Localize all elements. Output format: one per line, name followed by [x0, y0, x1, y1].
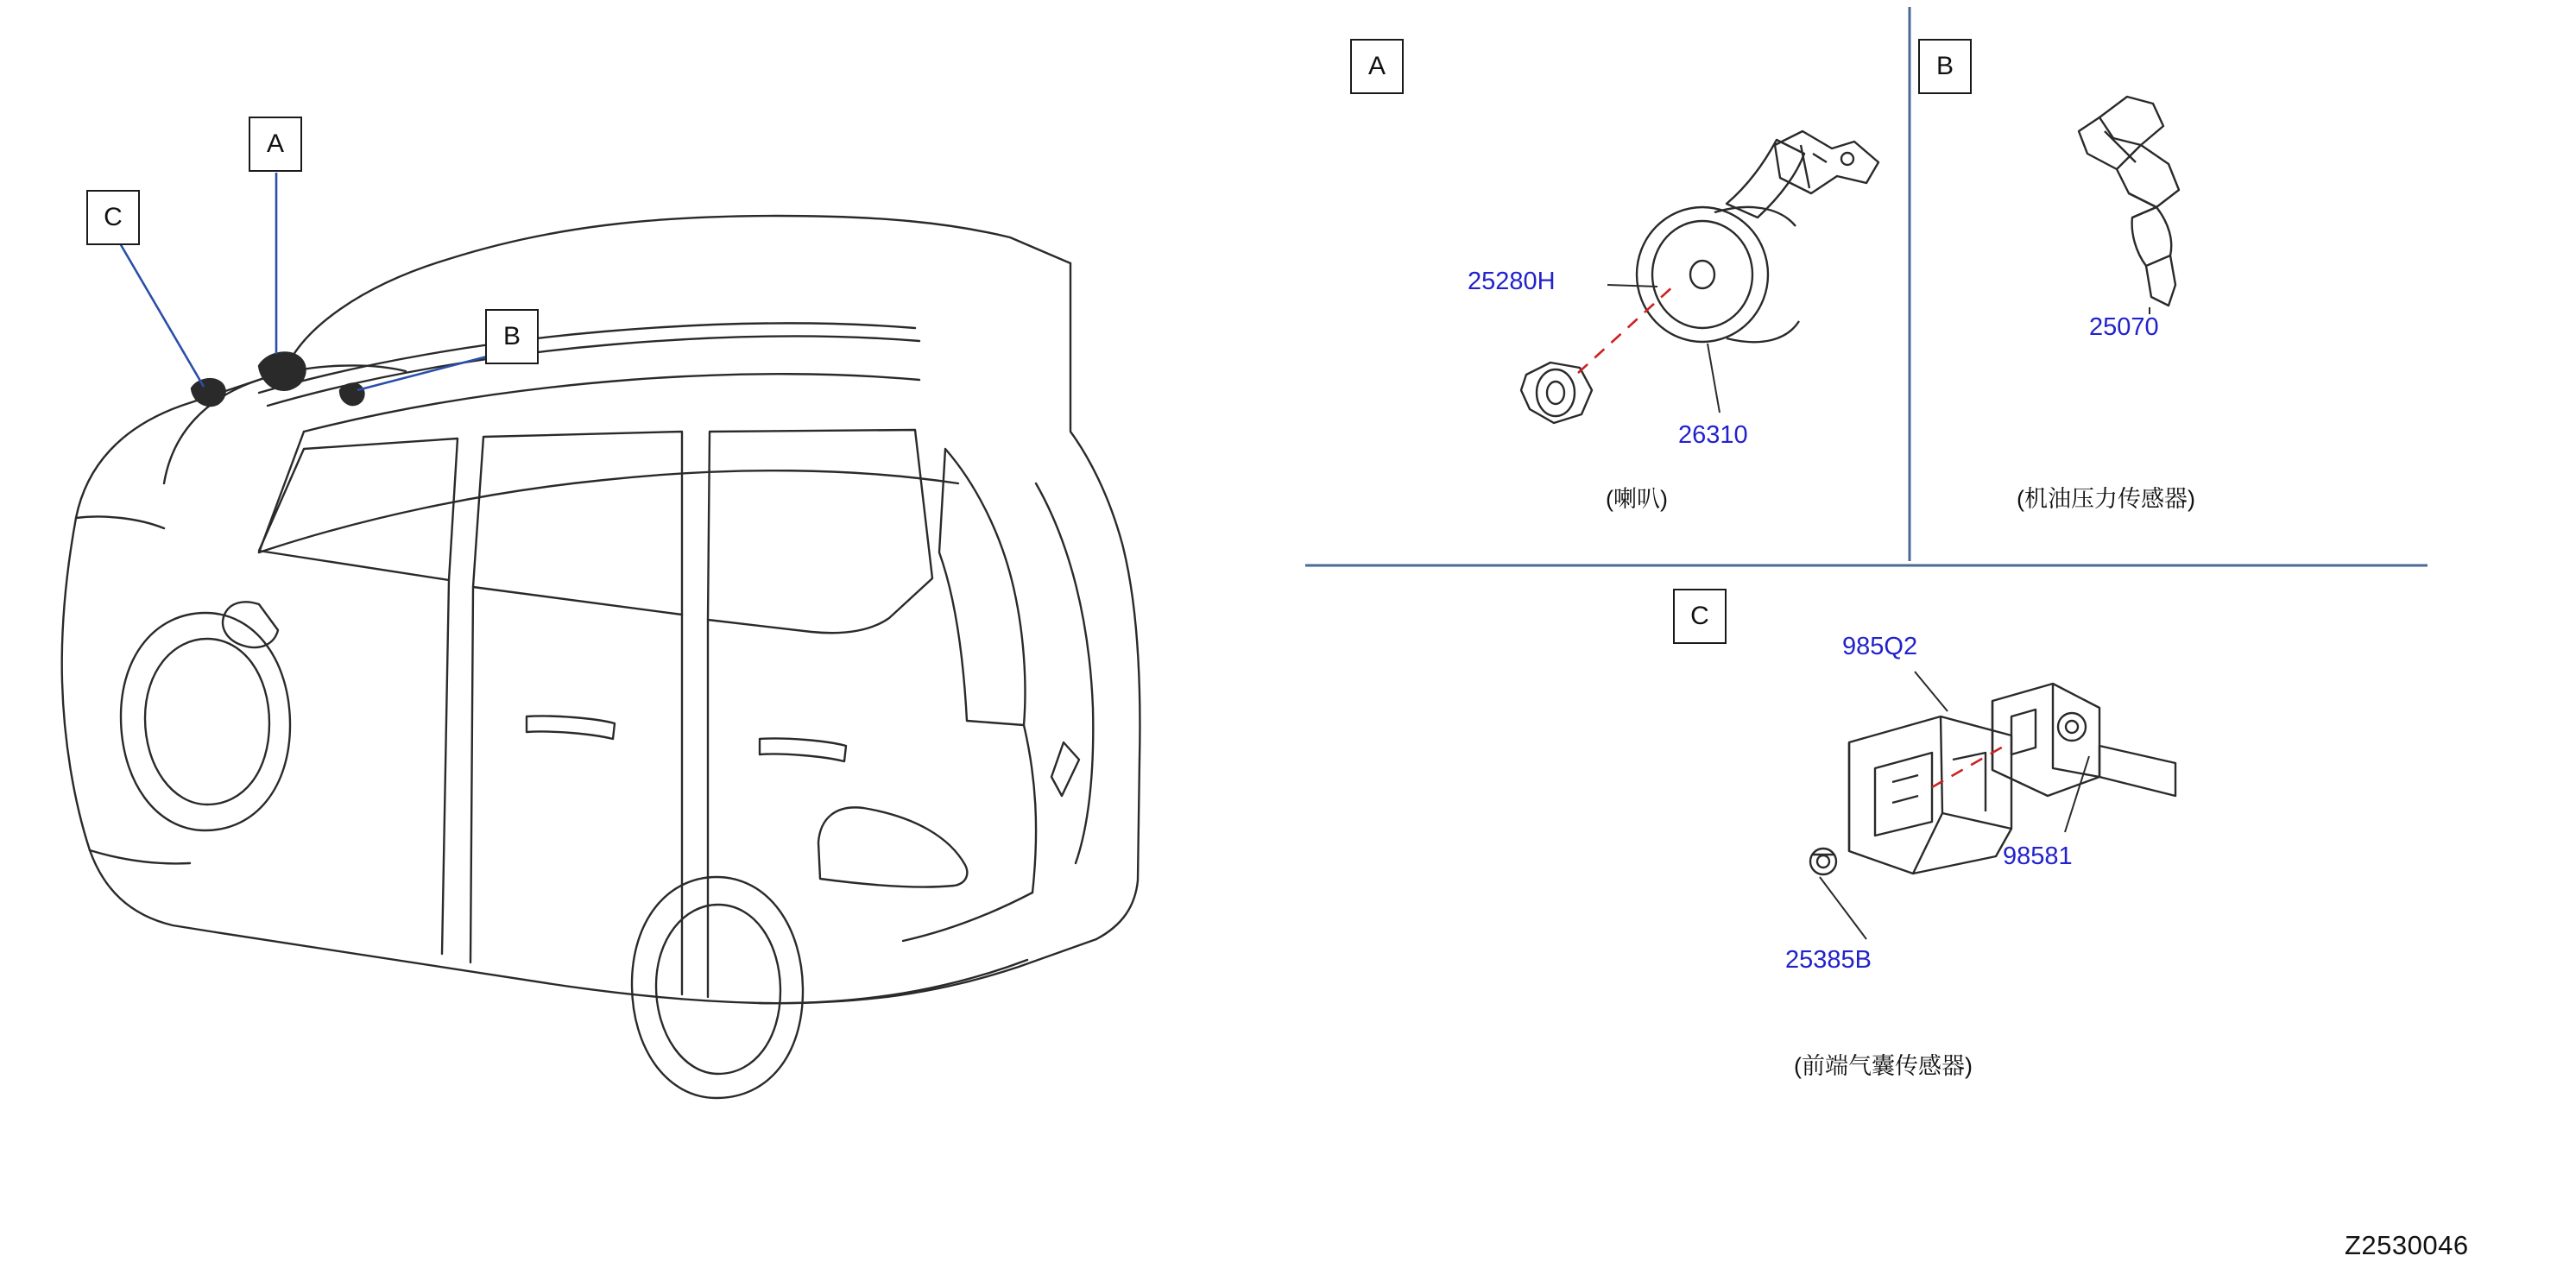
assembly-line-horn — [1578, 285, 1675, 373]
diagram-code: Z2530046 — [2345, 1230, 2469, 1260]
detail-c-part-leaders — [1820, 672, 2089, 939]
part-number-98581[interactable]: 98581 — [2003, 842, 2073, 870]
vehicle-outline — [62, 216, 1140, 1098]
vehicle-callout-leaders — [114, 173, 490, 390]
callout-b-vehicle[interactable] — [485, 309, 539, 364]
detail-b-sensor-art — [2079, 97, 2179, 306]
leader-26310 — [1708, 344, 1720, 413]
part-number-25385b[interactable]: 25385B — [1785, 946, 1872, 974]
detail-a-horn-art — [1521, 131, 1878, 423]
caption-detail-c: (前端气囊传感器) — [1794, 1053, 1973, 1079]
leader-985Q2 — [1915, 672, 1948, 711]
callout-a-detail-label: A — [1367, 52, 1386, 80]
callout-b-vehicle-label: B — [502, 322, 521, 350]
callout-a-detail[interactable] — [1350, 39, 1404, 94]
part-number-25280h[interactable]: 25280H — [1468, 268, 1556, 295]
callout-c-detail[interactable] — [1673, 589, 1727, 644]
detail-a-part-leaders — [1607, 285, 1720, 413]
callout-c-vehicle[interactable] — [86, 190, 140, 245]
callout-a-vehicle-label: A — [266, 129, 284, 158]
detail-a-assembly-line — [1578, 285, 1675, 373]
caption-detail-b: (机油压力传感器) — [2017, 486, 2195, 512]
part-number-25070[interactable]: 25070 — [2089, 313, 2159, 341]
callout-b-detail-label: B — [1935, 52, 1954, 80]
leader-B — [357, 356, 490, 390]
part-number-26310[interactable]: 26310 — [1678, 421, 1748, 449]
callout-b-detail[interactable] — [1918, 39, 1972, 94]
caption-detail-a: (喇叭) — [1606, 486, 1668, 512]
assembly-line-sensor — [1932, 746, 2005, 787]
leader-25280H — [1607, 285, 1657, 287]
part-number-985q2[interactable]: 985Q2 — [1842, 633, 1918, 660]
detail-c-assembly-lines — [1932, 746, 2005, 787]
callout-c-vehicle-label: C — [104, 203, 123, 231]
leader-98581 — [2065, 756, 2089, 832]
detail-c-airbag-art — [1810, 684, 2175, 874]
leader-C — [114, 233, 204, 387]
callout-a-vehicle[interactable] — [249, 117, 302, 172]
callout-c-detail-label: C — [1690, 602, 1709, 630]
leader-25385B — [1820, 877, 1866, 939]
